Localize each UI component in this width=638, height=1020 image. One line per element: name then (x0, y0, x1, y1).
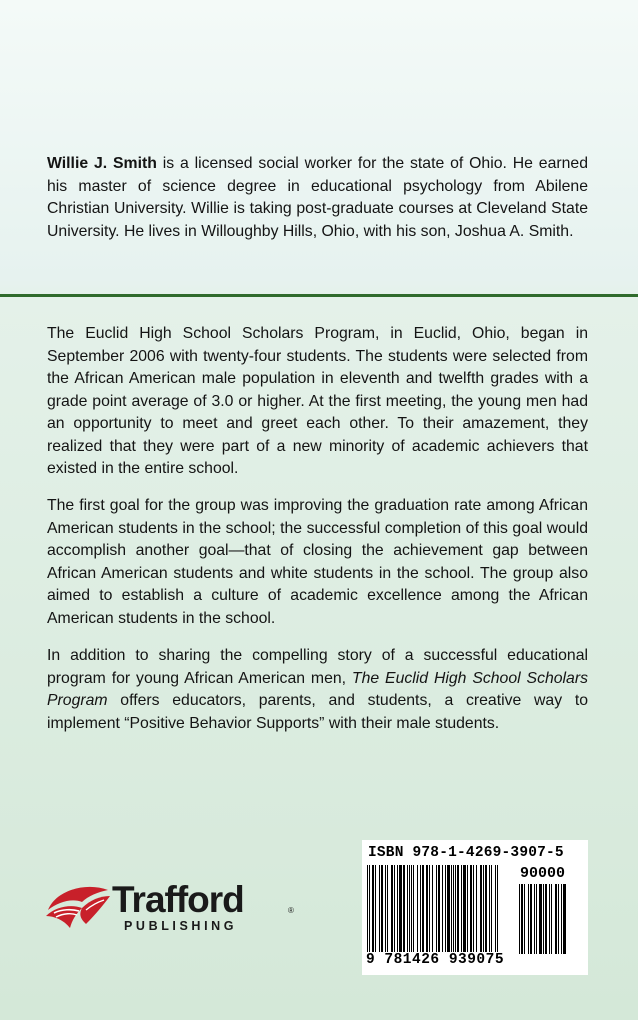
barcode-bar (379, 865, 380, 955)
barcode-bar (536, 884, 537, 954)
barcode-bar (534, 884, 535, 954)
barcode-bar (417, 865, 418, 955)
barcode-bar (561, 884, 562, 954)
barcode-bar (539, 884, 542, 954)
isbn-barcode (362, 840, 588, 975)
barcode-bar (551, 884, 552, 954)
barcode-bar (467, 865, 468, 955)
barcode-bar (530, 884, 532, 954)
divider-rule (0, 294, 638, 297)
barcode-bar (497, 865, 498, 965)
description-paragraph-2: The first goal for the group was improving the graduation rate among African American students in the school; the successful completion of this goal would accomplish another goal—that of closing the achievement gap between African American students and white students in the school. The group also aimed to establish a culture of academic excellence among the African American students in the school. (47, 497, 588, 627)
barcode-bar (372, 865, 374, 955)
registered-mark: ® (288, 906, 294, 915)
barcode-bar (385, 865, 386, 955)
barcode-bar (473, 865, 474, 955)
description-paragraph-3 (47, 645, 588, 735)
barcode-bar (442, 865, 443, 955)
barcode-bar (563, 884, 566, 954)
barcode-bar (422, 865, 424, 955)
barcode-bar (411, 865, 412, 955)
barcode-bar (438, 865, 440, 955)
publisher-name: Trafford (112, 879, 244, 920)
barcode-bar (495, 865, 496, 965)
barcode-bar (367, 865, 368, 965)
author-bio (47, 153, 588, 243)
barcode-bar (555, 884, 557, 954)
barcode-bar (549, 884, 550, 954)
description-paragraph-1: The Euclid High School Scholars Program, in Euclid, Ohio, began in September 2006 with twenty-four students. The students were selected from the African American male population in eleventh and twelfth grades with a grade point average of 3.0 or higher. At the first meeting, the young men had an opportunity to meet and greet each other. To their amazement, they realized that they were part of a new minority of academic achievers that existed in the entire school. (47, 325, 588, 477)
description-p3-end: offers educators, parents, and students, a creative way to implement “Positive Behavior Supports” with their male students. (47, 692, 588, 732)
barcode-bar (463, 865, 466, 955)
barcode-bar (420, 865, 421, 955)
barcode-bar (524, 884, 525, 954)
barcode-bar (397, 865, 398, 955)
barcode-bar (369, 865, 370, 965)
barcode-bar (519, 884, 520, 954)
barcode-bar (407, 865, 408, 955)
trafford-book-icon (42, 880, 114, 936)
barcode-bar (483, 865, 484, 955)
barcode-bar (447, 865, 450, 955)
barcode-bar (480, 865, 482, 955)
barcode-bar (476, 865, 477, 955)
barcode-bar (545, 884, 547, 954)
barcode-bar (409, 865, 410, 955)
barcode-bar (453, 865, 454, 955)
barcode-bar (470, 865, 472, 955)
barcode-bar (432, 865, 433, 965)
ean-digits: 9 781426 939075 (366, 952, 505, 968)
price-code: 90000 (520, 865, 566, 882)
description-p3-start: In addition to sharing the compelling story of a successful educational program for young African American men, (47, 647, 588, 687)
barcode-bar (381, 865, 383, 955)
barcode-bar (528, 884, 529, 954)
barcode-bar (436, 865, 437, 965)
publisher-subtitle: PUBLISHING (124, 919, 238, 933)
barcode-bar (413, 865, 414, 955)
barcode-bar (461, 865, 462, 955)
barcode-bar (403, 865, 405, 955)
book-title-italic: The Euclid High School Scholars Program (47, 669, 588, 709)
barcode-bar (491, 865, 492, 955)
barcode-bar (375, 865, 376, 955)
addon-barcode-bars (519, 884, 583, 954)
barcode-bar (426, 865, 428, 955)
author-bio-text: is a licensed social worker for the state of Ohio. He earned his master of science degree in educational psychology from Abilene Christian University. Willie is taking post-graduate courses at Cleveland State University. He lives in Willoughby Hills, Ohio, with his son, Joshua A. Smith. (47, 155, 588, 240)
barcode-bar (445, 865, 446, 955)
barcode-bar (485, 865, 487, 955)
isbn-label: ISBN 978-1-4269-3907-5 (368, 845, 564, 861)
barcode-bar (543, 884, 544, 954)
barcode-bar (457, 865, 459, 955)
ean-barcode-bars (367, 865, 517, 965)
barcode-bar (394, 865, 395, 955)
barcode-bar (451, 865, 452, 955)
barcode-bar (391, 865, 393, 955)
barcode-bar (399, 865, 402, 955)
barcode-bar (429, 865, 430, 955)
barcode-bar (387, 865, 388, 955)
barcode-bar (455, 865, 456, 955)
barcode-bar (489, 865, 490, 955)
publisher-logo (42, 880, 302, 936)
barcode-bar (521, 884, 523, 954)
author-name: Willie J. Smith (47, 155, 157, 172)
barcode-bar (558, 884, 559, 954)
